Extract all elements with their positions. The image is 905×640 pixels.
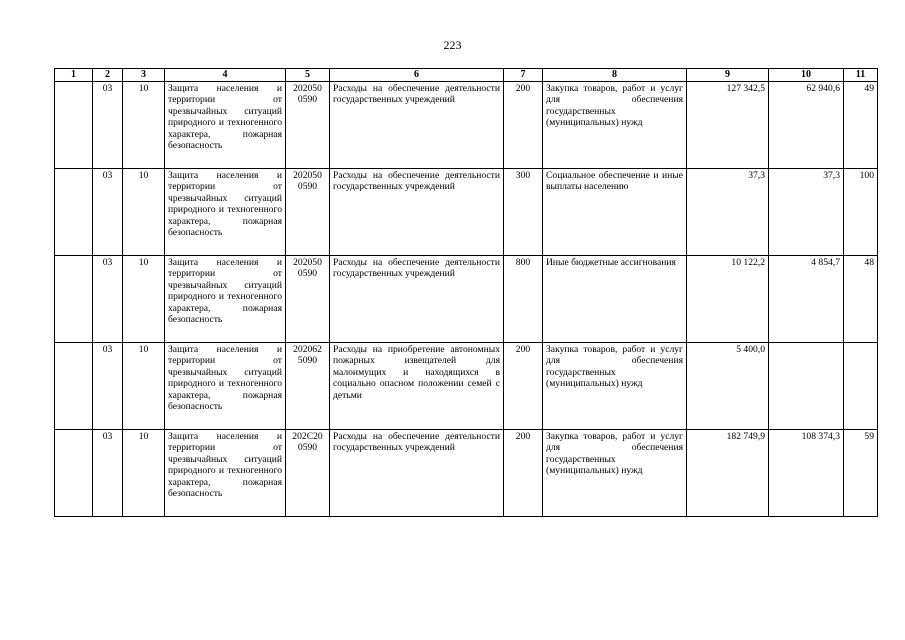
cell-percent: 49 bbox=[844, 82, 878, 169]
cell-target-name: Расходы на обеспечение деятельности государственных учреждений bbox=[330, 82, 504, 169]
cell-planned-amount: 182 749,9 bbox=[687, 430, 769, 517]
cell-target-name: Расходы на приобретение автономных пожарных извещателей для малоимущих и находящихся в социально опасном положении семей с детьми bbox=[330, 343, 504, 430]
cell-section: 03 bbox=[93, 169, 123, 256]
column-header: 8 bbox=[543, 69, 687, 82]
column-header: 6 bbox=[330, 69, 504, 82]
page-number: 223 bbox=[443, 38, 462, 52]
cell-expense-type: 200 bbox=[504, 430, 543, 517]
cell-target-article: 202050 0590 bbox=[286, 256, 330, 343]
column-header: 11 bbox=[844, 69, 878, 82]
cell-expense-type-name: Закупка товаров, работ и услуг для обеспечения государственных (муниципальных) нужд bbox=[543, 343, 687, 430]
cell-empty bbox=[55, 82, 93, 169]
budget-table bbox=[54, 68, 878, 517]
cell-expense-type-name: Иные бюджетные ассигнования bbox=[543, 256, 687, 343]
cell-executed-amount bbox=[769, 343, 844, 430]
cell-percent: 48 bbox=[844, 256, 878, 343]
cell-executed-amount: 108 374,3 bbox=[769, 430, 844, 517]
cell-expense-type-name: Социальное обеспечение и иные выплаты населению bbox=[543, 169, 687, 256]
cell-subsection: 10 bbox=[123, 169, 165, 256]
cell-target-article: 202062 5090 bbox=[286, 343, 330, 430]
cell-subsection: 10 bbox=[123, 430, 165, 517]
cell-subsection: 10 bbox=[123, 82, 165, 169]
cell-expense-type-name: Закупка товаров, работ и услуг для обеспечения государственных (муниципальных) нужд bbox=[543, 430, 687, 517]
cell-empty bbox=[55, 430, 93, 517]
cell-empty bbox=[55, 343, 93, 430]
column-header: 9 bbox=[687, 69, 769, 82]
cell-empty bbox=[55, 256, 93, 343]
cell-subsection: 10 bbox=[123, 256, 165, 343]
cell-expense-type: 800 bbox=[504, 256, 543, 343]
cell-subsection-name: Защита населения и территории от чрезвычайных ситуаций природного и техногенного характера, пожарная безопасность bbox=[165, 343, 286, 430]
table-row bbox=[55, 169, 878, 256]
table-row bbox=[55, 430, 878, 517]
column-header: 10 bbox=[769, 69, 844, 82]
cell-subsection: 10 bbox=[123, 343, 165, 430]
cell-planned-amount: 5 400,0 bbox=[687, 343, 769, 430]
cell-percent: 59 bbox=[844, 430, 878, 517]
cell-target-name: Расходы на обеспечение деятельности государственных учреждений bbox=[330, 169, 504, 256]
cell-expense-type: 200 bbox=[504, 82, 543, 169]
cell-executed-amount: 62 940,6 bbox=[769, 82, 844, 169]
cell-executed-amount: 4 854,7 bbox=[769, 256, 844, 343]
cell-percent bbox=[844, 343, 878, 430]
cell-subsection-name: Защита населения и территории от чрезвычайных ситуаций природного и техногенного характера, пожарная безопасность bbox=[165, 430, 286, 517]
cell-section: 03 bbox=[93, 82, 123, 169]
cell-target-article: 202050 0590 bbox=[286, 169, 330, 256]
cell-empty bbox=[55, 169, 93, 256]
cell-percent: 100 bbox=[844, 169, 878, 256]
cell-target-article: 202С20 0590 bbox=[286, 430, 330, 517]
column-header: 2 bbox=[93, 69, 123, 82]
cell-subsection-name: Защита населения и территории от чрезвычайных ситуаций природного и техногенного характера, пожарная безопасность bbox=[165, 169, 286, 256]
cell-section: 03 bbox=[93, 430, 123, 517]
column-header: 4 bbox=[165, 69, 286, 82]
cell-section: 03 bbox=[93, 256, 123, 343]
cell-expense-type: 200 bbox=[504, 343, 543, 430]
cell-expense-type: 300 bbox=[504, 169, 543, 256]
cell-subsection-name: Защита населения и территории от чрезвычайных ситуаций природного и техногенного характера, пожарная безопасность bbox=[165, 256, 286, 343]
header-row bbox=[55, 69, 878, 82]
column-header: 5 bbox=[286, 69, 330, 82]
cell-target-name: Расходы на обеспечение деятельности государственных учреждений bbox=[330, 430, 504, 517]
cell-planned-amount: 37,3 bbox=[687, 169, 769, 256]
table-row bbox=[55, 256, 878, 343]
cell-target-name: Расходы на обеспечение деятельности государственных учреждений bbox=[330, 256, 504, 343]
cell-subsection-name: Защита населения и территории от чрезвычайных ситуаций природного и техногенного характера, пожарная безопасность bbox=[165, 82, 286, 169]
cell-planned-amount: 127 342,5 bbox=[687, 82, 769, 169]
cell-section: 03 bbox=[93, 343, 123, 430]
cell-target-article: 202050 0590 bbox=[286, 82, 330, 169]
column-header: 3 bbox=[123, 69, 165, 82]
cell-expense-type-name: Закупка товаров, работ и услуг для обеспечения государственных (муниципальных) нужд bbox=[543, 82, 687, 169]
column-header: 7 bbox=[504, 69, 543, 82]
table-row bbox=[55, 343, 878, 430]
cell-executed-amount: 37,3 bbox=[769, 169, 844, 256]
table-row bbox=[55, 82, 878, 169]
column-header: 1 bbox=[55, 69, 93, 82]
cell-planned-amount: 10 122,2 bbox=[687, 256, 769, 343]
